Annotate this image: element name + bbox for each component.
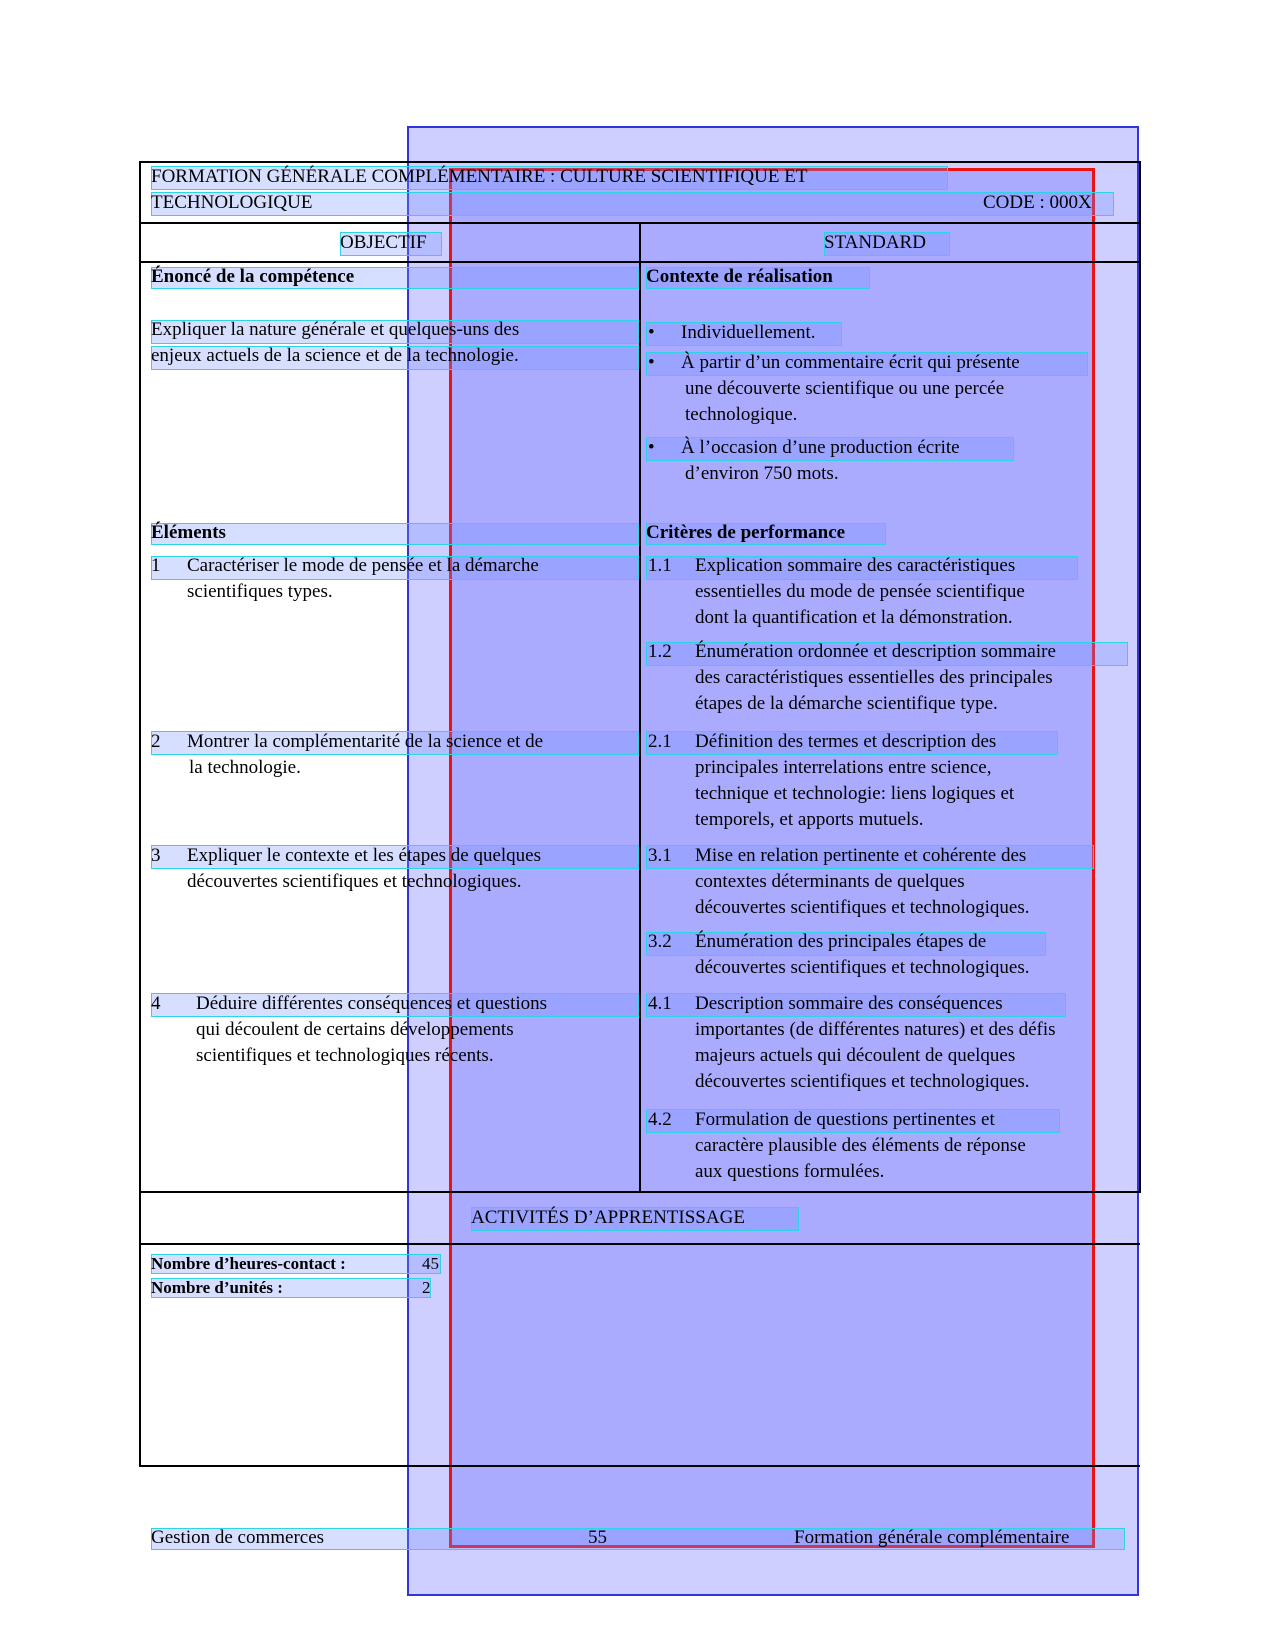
column-heading-objectif: OBJECTIF	[340, 232, 427, 253]
context-bullet-1: •	[648, 322, 655, 343]
footer-section: Formation générale complémentaire	[794, 1527, 1070, 1548]
criterion-3-2-line2: découvertes scientifiques et technologiques.	[695, 957, 1030, 978]
element-1-line2: scientifiques types.	[187, 581, 333, 602]
criterion-4-2-line3: aux questions formulées.	[695, 1161, 885, 1182]
element-4-line2: qui découlent de certains développements	[196, 1019, 514, 1040]
element-4-number: 4	[151, 993, 161, 1014]
element-2-number: 2	[151, 731, 161, 752]
course-code: CODE : 000X	[983, 192, 1092, 213]
element-4-line3: scientifiques et technologiques récents.	[196, 1045, 494, 1066]
criterion-1-2-line2: des caractéristiques essentielles des principales	[695, 667, 1053, 688]
context-bullet-3: •	[648, 437, 655, 458]
element-3-line2: découvertes scientifiques et technologiques.	[187, 871, 522, 892]
table-left-border	[139, 161, 141, 1466]
criterion-1-2-number: 1.2	[648, 641, 672, 662]
criterion-3-2-number: 3.2	[648, 931, 672, 952]
criterion-4-1-line4: découvertes scientifiques et technologiques.	[695, 1071, 1030, 1092]
column-heading-standard: STANDARD	[824, 232, 926, 253]
context-item-1: Individuellement.	[681, 322, 816, 343]
criterion-3-1-line1: Mise en relation pertinente et cohérente des	[695, 845, 1027, 866]
competence-heading: Énoncé de la compétence	[151, 266, 355, 287]
criterion-2-1-line3: technique et technologie: liens logiques et	[695, 783, 1015, 804]
activities-top-rule	[139, 1191, 1140, 1193]
units-label: Nombre d’unités :	[151, 1278, 283, 1297]
element-3-line1: Expliquer le contexte et les étapes de quelques	[187, 845, 542, 866]
criterion-1-1-line3: dont la quantification et la démonstration.	[695, 607, 1013, 628]
criterion-2-1-number: 2.1	[648, 731, 672, 752]
table-bottom-rule	[139, 1465, 1140, 1467]
table-right-border	[1139, 161, 1141, 1193]
activities-bottom-rule	[139, 1243, 1140, 1245]
criterion-4-1-line2: importantes (de différentes natures) et des défis	[695, 1019, 1056, 1040]
competence-text-line2: enjeux actuels de la science et de la technologie.	[151, 345, 519, 366]
course-title-line2: TECHNOLOGIQUE	[151, 192, 313, 213]
context-bullet-2: •	[648, 352, 655, 373]
criterion-3-1-number: 3.1	[648, 845, 672, 866]
criterion-1-1-line2: essentielles du mode de pensée scientifique	[695, 581, 1025, 602]
context-heading: Contexte de réalisation	[646, 266, 833, 287]
criterion-4-1-line3: majeurs actuels qui découlent de quelques	[695, 1045, 1016, 1066]
criterion-4-2-line1: Formulation de questions pertinentes et	[695, 1109, 995, 1130]
element-3-number: 3	[151, 845, 161, 866]
hours-value: 45	[422, 1254, 439, 1273]
context-item-2-line1: À partir d’un commentaire écrit qui présente	[681, 352, 1020, 373]
column-divider	[639, 222, 641, 1192]
hours-label: Nombre d’heures-contact :	[151, 1254, 346, 1273]
elements-heading: Éléments	[151, 522, 226, 543]
table-top-rule	[139, 161, 1140, 163]
criterion-1-2-line3: étapes de la démarche scientifique type.	[695, 693, 998, 714]
context-item-2-line3: technologique.	[685, 404, 798, 425]
criterion-3-1-line2: contextes déterminants de quelques	[695, 871, 965, 892]
context-item-3-line1: À l’occasion d’une production écrite	[681, 437, 960, 458]
criterion-2-1-line2: principales interrelations entre science,	[695, 757, 992, 778]
element-2-line1: Montrer la complémentarité de la science et de	[187, 731, 544, 752]
context-item-3-line2: d’environ 750 mots.	[685, 463, 839, 484]
criterion-2-1-line4: temporels, et apports mutuels.	[695, 809, 924, 830]
criteria-heading: Critères de performance	[646, 522, 846, 543]
criterion-4-1-line1: Description sommaire des conséquences	[695, 993, 1003, 1014]
criterion-3-1-line3: découvertes scientifiques et technologiques.	[695, 897, 1030, 918]
element-4-line1: Déduire différentes conséquences et questions	[196, 993, 548, 1014]
footer-program: Gestion de commerces	[151, 1527, 325, 1548]
criterion-1-2-line1: Énumération ordonnée et description sommaire	[695, 641, 1056, 662]
context-item-2-line2: une découverte scientifique ou une percée	[685, 378, 1005, 399]
criterion-3-2-line1: Énumération des principales étapes de	[695, 931, 987, 952]
course-title-line1: FORMATION GÉNÉRALE COMPLÉMENTAIRE : CULTURE SCIENTIFIQUE ET	[151, 166, 808, 187]
element-1-number: 1	[151, 555, 161, 576]
units-value: 2	[422, 1278, 431, 1297]
criterion-2-1-line1: Définition des termes et description des	[695, 731, 997, 752]
element-2-line2: la technologie.	[189, 757, 301, 778]
competence-text-line1: Expliquer la nature générale et quelques-uns des	[151, 319, 520, 340]
element-1-line1: Caractériser le mode de pensée et la démarche	[187, 555, 539, 576]
criterion-1-1-number: 1.1	[648, 555, 672, 576]
criterion-4-2-line2: caractère plausible des éléments de réponse	[695, 1135, 1026, 1156]
criterion-4-2-number: 4.2	[648, 1109, 672, 1130]
activities-heading: ACTIVITÉS D’APPRENTISSAGE	[471, 1207, 745, 1228]
criterion-4-1-number: 4.1	[648, 993, 672, 1014]
criterion-1-1-line1: Explication sommaire des caractéristiques	[695, 555, 1016, 576]
footer-page-number: 55	[588, 1527, 607, 1548]
